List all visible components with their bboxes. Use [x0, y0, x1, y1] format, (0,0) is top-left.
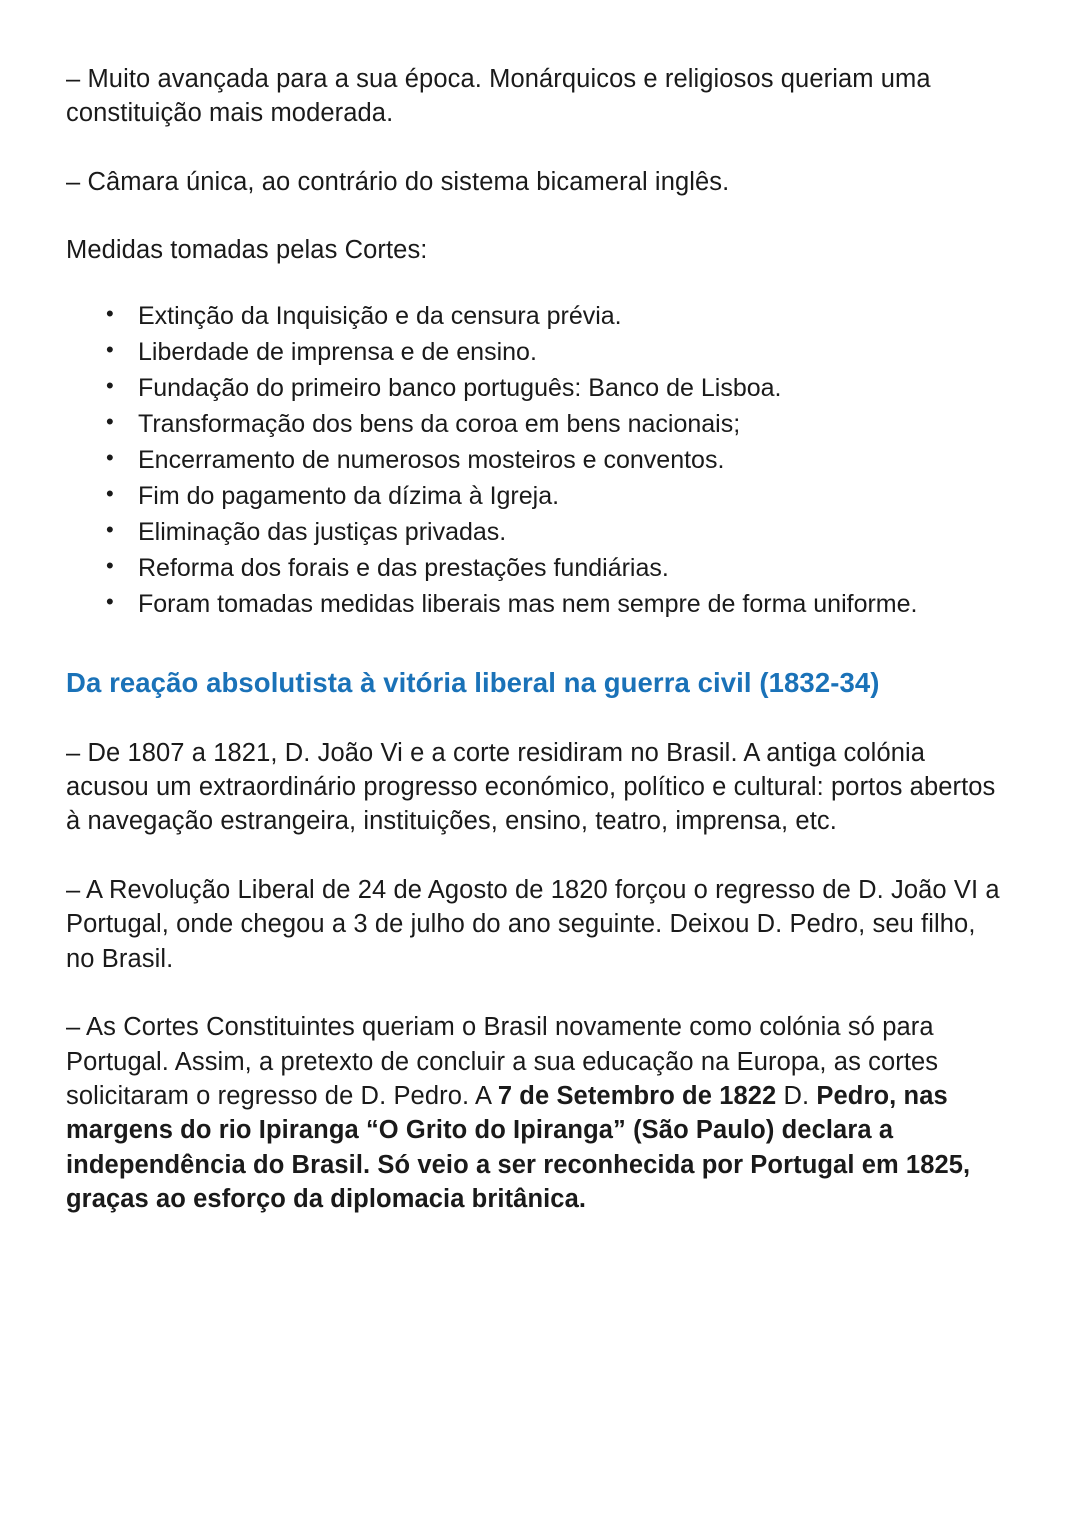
list-item: • Transformação dos bens da coroa em bens nacionais; — [138, 406, 1002, 442]
list-item: • Eliminação das justiças privadas. — [138, 514, 1002, 550]
list-item: • Fim do pagamento da dízima à Igreja. — [138, 478, 1002, 514]
list-item: • Foram tomadas medidas liberais mas nem sempre de forma uniforme. — [138, 586, 1002, 622]
list-item: • Extinção da Inquisição e da censura prévia. — [138, 298, 1002, 334]
section-heading: Da reação absolutista à vitória liberal na guerra civil (1832-34) — [66, 666, 880, 698]
text-run-4-bold: Pedro, nas margens do rio Ipiranga “O Grito do Ipiranga” (São Paulo) declara a independência do Brasil. Só veio a ser reconhecida por Portugal em 1825, graças ao esforço da diplomacia britânica. — [66, 1082, 971, 1214]
text-run-3: D. — [776, 1082, 817, 1110]
measures-list — [66, 298, 1002, 622]
paragraph-measures-intro: Medidas tomadas pelas Cortes: — [66, 236, 428, 265]
text-run-2-bold: 7 de Setembro de 1822 — [497, 1082, 777, 1110]
paragraph-constitution-advanced: – Muito avançada para a sua época. Monárquicos e religiosos queriam uma constituição mais moderada. — [66, 65, 931, 128]
paragraph-single-chamber: – Câmara única, ao contrário do sistema bicameral inglês. — [66, 167, 730, 196]
paragraph-independence — [66, 1010, 1002, 1217]
list-item: • Liberdade de imprensa e de ensino. — [138, 334, 1002, 370]
paragraph-court-in-brazil: – De 1807 a 1821, D. João Vi e a corte residiram no Brasil. A antiga colónia acusou um extraordinário progresso económico, político e cultural: portos abertos à navegação estrangeira, instituições, ensino, teatro, imprensa, etc. — [66, 738, 996, 836]
list-item: • Encerramento de numerosos mosteiros e conventos. — [138, 442, 1002, 478]
list-item: • Reforma dos forais e das prestações fundiárias. — [138, 550, 1002, 586]
paragraph-liberal-revolution: – A Revolução Liberal de 24 de Agosto de 1820 forçou o regresso de D. João VI a Portugal, onde chegou a 3 de julho do ano seguinte. Deixou D. Pedro, seu filho, no Brasil. — [66, 875, 1000, 973]
text-run-1: – As Cortes Constituintes queriam o Brasil novamente como colónia só para Portugal. Assim, a pretexto de concluir a sua educação na Europa, as cortes solicitaram o regresso de D. Pedro. A — [66, 1013, 939, 1110]
list-item: • Fundação do primeiro banco português: Banco de Lisboa. — [138, 370, 1002, 406]
